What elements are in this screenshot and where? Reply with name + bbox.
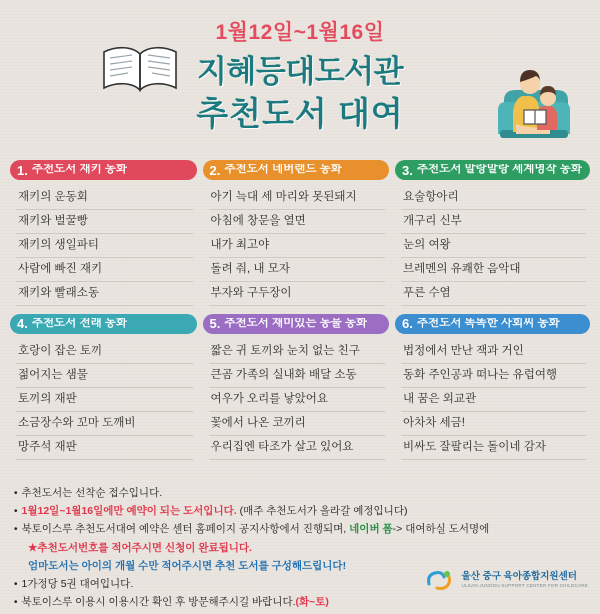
category-card-5 <box>203 314 390 460</box>
list-item: 우리집엔 타조가 살고 있어요 <box>209 436 386 460</box>
category-title-3: 추천도서 말랑말랑 세계명작 동화 <box>416 164 582 176</box>
notice-text: 1가정당 5권 대여입니다. <box>21 578 134 591</box>
notice-text-highlight: 1월12일~1월16일에만 예약이 되는 도서입니다. <box>21 505 237 518</box>
category-header-3 <box>395 160 590 180</box>
list-item: 꽃에서 나온 코끼리 <box>209 412 386 436</box>
category-number-4: 4. <box>17 316 28 332</box>
notice-item-3 <box>14 522 586 537</box>
list-item: 동화 주인공과 떠나는 유럽여행 <box>401 364 586 388</box>
category-title-1: 추천도서 재키 동화 <box>31 164 128 176</box>
list-item: 여우가 오리를 낳았어요 <box>209 388 386 412</box>
category-header-5 <box>203 314 390 334</box>
category-book-list-3 <box>395 184 590 306</box>
notice-text <box>22 522 490 537</box>
list-item: 푸른 수염 <box>401 282 586 306</box>
notice-text-plain: 북토이스루 이용시 이용시간 확인 후 방문해주시길 바랍니다. <box>21 596 296 609</box>
bullet-icon: • <box>14 524 18 536</box>
center-logo <box>426 568 588 592</box>
list-item: 큰곰 가족의 실내화 배달 소동 <box>209 364 386 388</box>
notice-text <box>22 595 329 610</box>
list-item: 사람에 빠진 재키 <box>16 258 193 282</box>
category-number-5: 5. <box>209 316 221 332</box>
category-number-2: 2. <box>209 162 221 178</box>
category-header-4 <box>10 314 197 334</box>
list-item: 토끼의 재판 <box>16 388 193 412</box>
list-item: 눈의 여왕 <box>401 234 586 258</box>
list-item: 개구리 신부 <box>401 210 586 234</box>
list-item: 재키의 운동회 <box>16 186 193 210</box>
category-title-2: 추천도서 네버랜드 동화 <box>224 164 342 176</box>
bullet-icon: • <box>14 488 18 499</box>
notice-text-plain: (매주 추천도서가 올라갈 예정입니다) <box>236 505 408 518</box>
bullet-icon: • <box>14 506 18 518</box>
page-subtitle: 추천도서 대여 <box>196 95 404 132</box>
list-item: 부자와 구두장이 <box>209 282 386 306</box>
notice-text-plain-2: -> 대여하실 도서명에 <box>392 523 490 536</box>
list-item: 내 꿈은 외교관 <box>401 388 586 412</box>
notice-item-1 <box>14 486 586 501</box>
list-item: 재키와 벌꿀빵 <box>16 210 193 234</box>
category-header-6 <box>395 314 590 334</box>
list-item: 재키의 생일파티 <box>16 234 193 258</box>
list-item: 아차차 세금! <box>401 412 586 436</box>
star-icon: ★ <box>28 541 38 554</box>
list-item: 망주석 재판 <box>16 436 193 460</box>
recommended-books-grid <box>10 160 590 460</box>
category-card-2 <box>203 160 390 306</box>
list-item: 브레멘의 유쾌한 음악대 <box>401 258 586 282</box>
mother-child-reading-icon <box>486 52 582 148</box>
category-book-list-5 <box>203 338 390 460</box>
category-title-5: 추천도서 재미있는 동물 동화 <box>224 318 368 330</box>
notice-text-plain: 북토이스루 추천도서대여 예약은 센터 홈페이지 공지사항에서 진행되며, <box>21 523 350 536</box>
category-title-4: 추천도서 전래 동화 <box>31 318 128 330</box>
list-item: 호랑이 잡은 토끼 <box>16 340 193 364</box>
list-item: 요술항아리 <box>401 186 586 210</box>
logo-english-name: ULSAN JUNGGU SUPPORT CENTER FOR CHILDCARE <box>461 582 588 588</box>
category-card-1 <box>10 160 197 306</box>
list-item: 아기 늑대 세 마리와 못된돼지 <box>209 186 386 210</box>
notice-list <box>14 486 586 614</box>
list-item: 재키와 빨래소동 <box>16 282 193 306</box>
notice-text <box>22 504 408 519</box>
notice-text-highlight: 엄마도서는 아이의 개월 수만 적어주시면 추천 도서를 구성해드립니다! <box>28 559 347 572</box>
page-title: 지혜등대도서관 <box>196 54 404 89</box>
logo-mark-icon <box>426 568 456 592</box>
category-title-6: 추천도서 똑똑한 사회씨 동화 <box>416 318 560 330</box>
list-item: 짧은 귀 토끼와 눈치 없는 친구 <box>209 340 386 364</box>
bullet-icon: • <box>14 579 18 591</box>
list-item: 법정에서 만난 잭과 거인 <box>401 340 586 364</box>
poster-header <box>0 0 600 152</box>
date-range: 1월12일~1월16일 <box>215 21 385 44</box>
list-item: 돌려 줘, 내 모자 <box>209 258 386 282</box>
list-item: 소금장수와 꼬마 도깨비 <box>16 412 193 436</box>
logo-korean-name: 울산 중구 육아종합지원센터 <box>461 571 577 583</box>
category-number-6: 6. <box>402 316 413 332</box>
notice-item-7 <box>14 595 586 610</box>
category-book-list-1 <box>10 184 197 306</box>
bullet-icon: • <box>14 597 18 609</box>
notice-item-2 <box>14 504 586 519</box>
category-header-1 <box>10 160 197 180</box>
notice-text-highlight: 추천도서번호를 적어주시면 신청이 완료됩니다. <box>37 541 252 554</box>
category-number-3: 3. <box>402 162 413 178</box>
category-card-4 <box>10 314 197 460</box>
category-header-2 <box>203 160 390 180</box>
list-item: 내가 최고야 <box>209 234 386 258</box>
category-card-3 <box>395 160 590 306</box>
list-item: 젊어지는 샘물 <box>16 364 193 388</box>
logo-text <box>462 572 588 587</box>
category-card-6 <box>395 314 590 460</box>
notice-item-4 <box>14 541 586 556</box>
notice-text: 추천도서는 선착순 접수입니다. <box>21 487 163 499</box>
category-book-list-6 <box>395 338 590 460</box>
category-book-list-4 <box>10 338 197 460</box>
list-item: 아침에 창문을 열면 <box>209 210 386 234</box>
list-item: 비싸도 잘팔리는 돌이네 감자 <box>401 436 586 460</box>
category-book-list-2 <box>203 184 390 306</box>
notice-text-highlight: (화~토) <box>295 596 329 609</box>
notice-text-highlight: 네이버 폼 <box>349 523 393 536</box>
category-number-1: 1. <box>17 162 28 178</box>
